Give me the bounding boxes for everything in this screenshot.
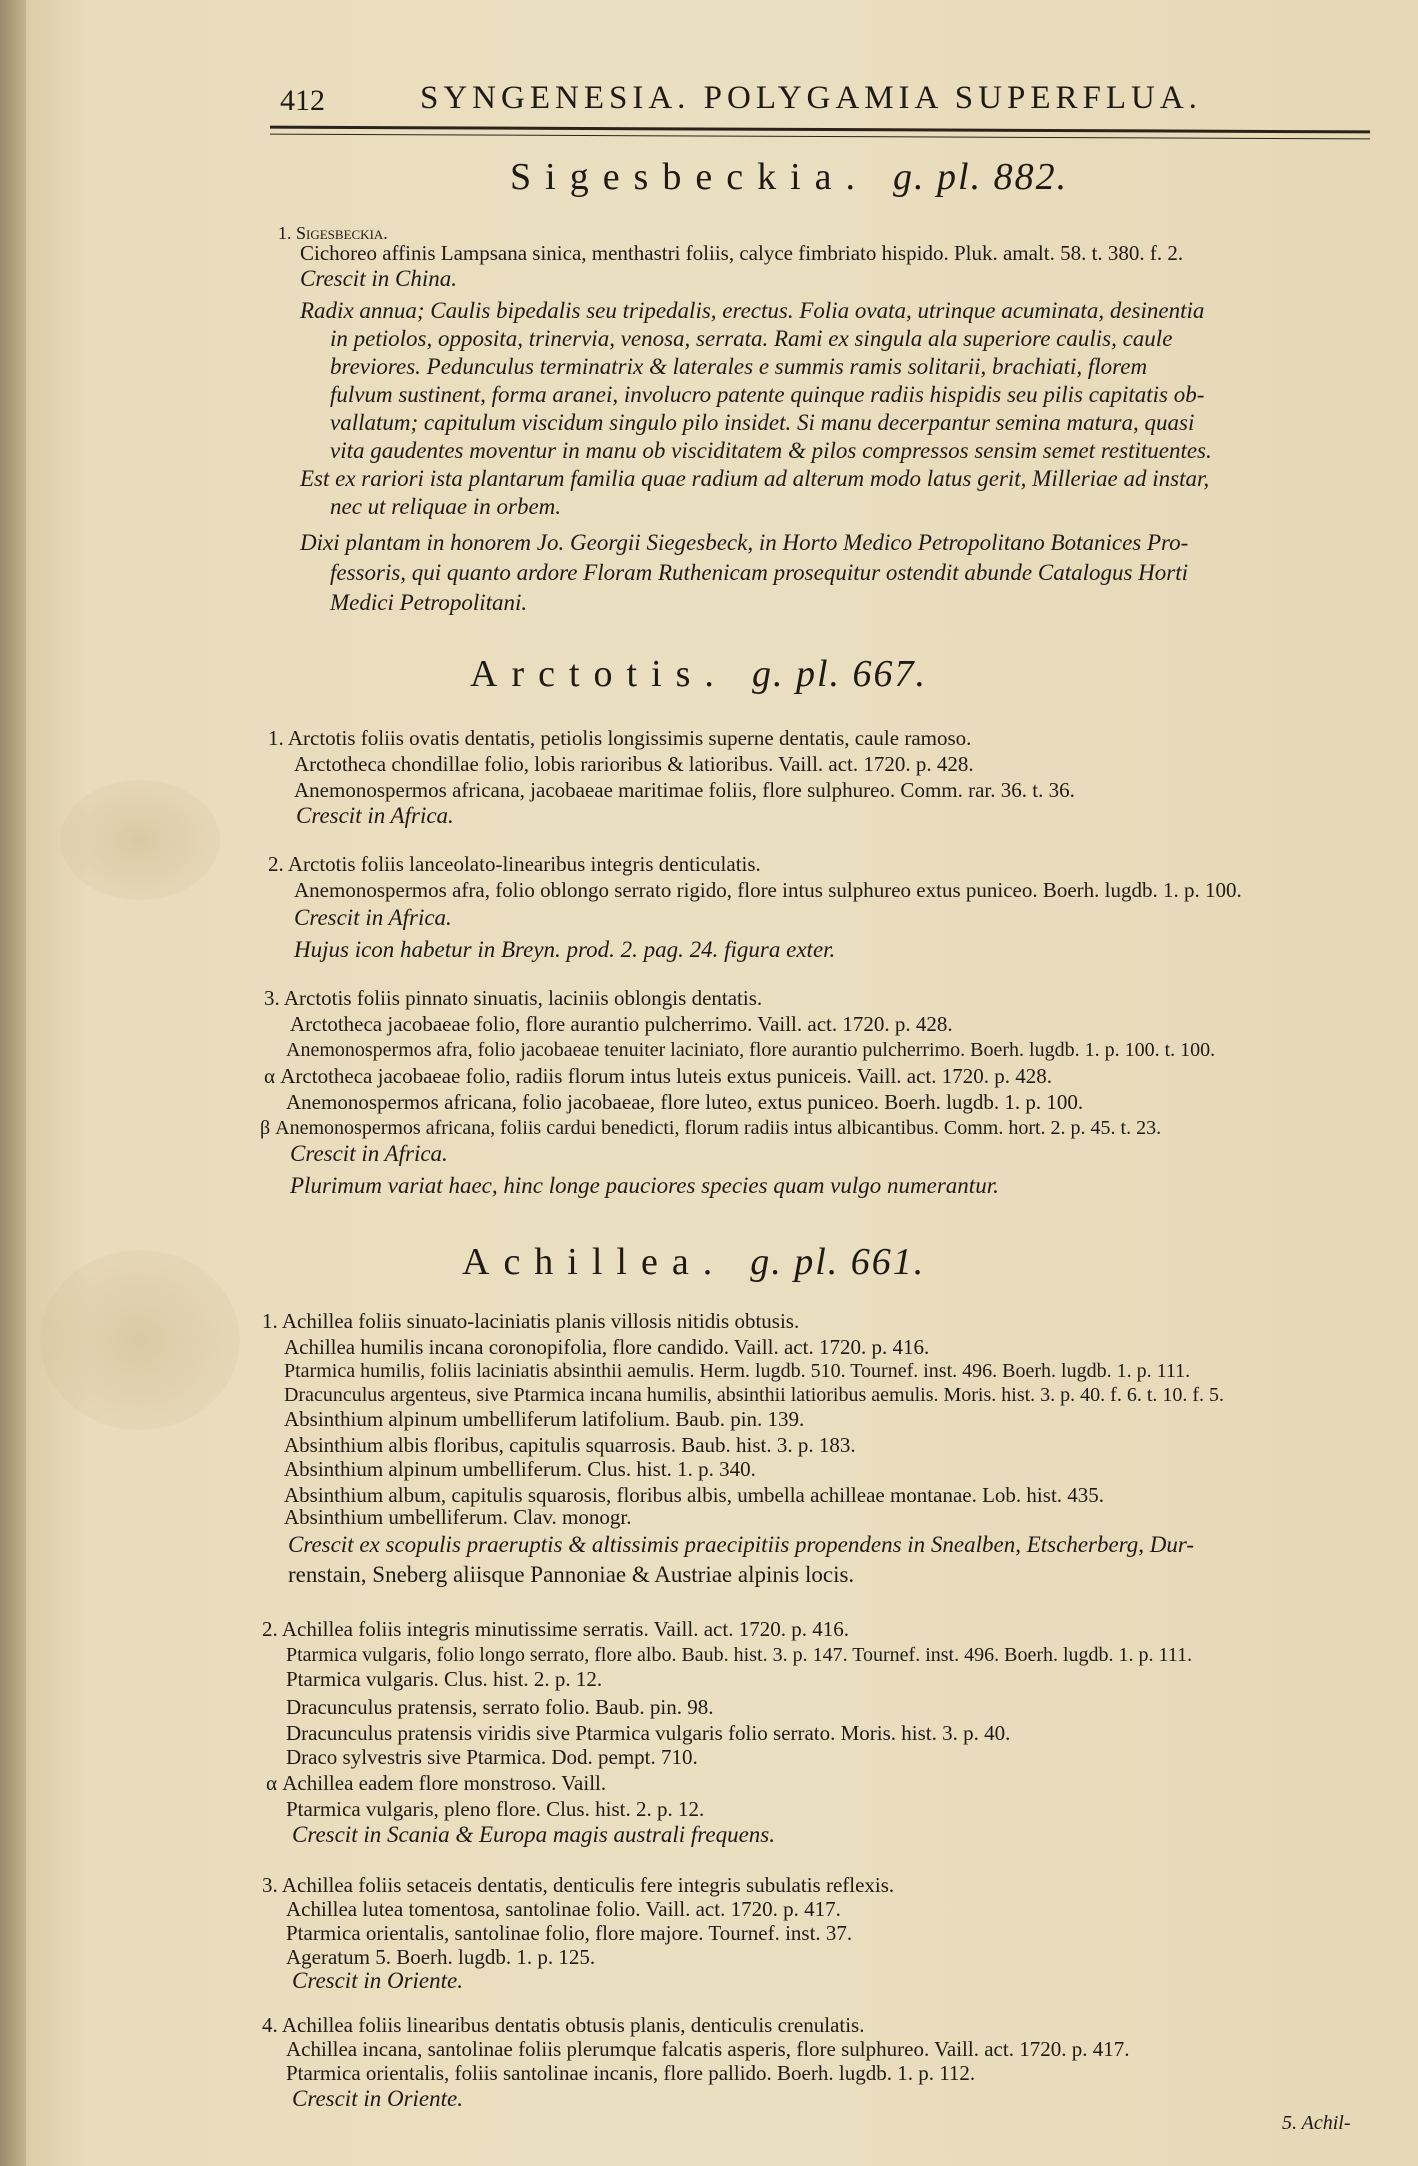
- catchword: 5. Achil-: [1282, 2112, 1351, 2134]
- entry-line: Ptarmica vulgaris, folio longo serrato, flore albo. Baub. hist. 3. p. 147. Tournef. inst. 496. Boerh. lugdb. 1. p. 111.: [286, 1644, 1193, 1666]
- entry-line: Crescit in Scania & Europa magis australi frequens.: [292, 1822, 775, 1847]
- entry-line: nec ut reliquae in orbem.: [330, 494, 562, 519]
- paper-stain: [40, 1250, 240, 1430]
- entry-line: α Arctotheca jacobaeae folio, radiis florum intus luteis extus puniceis. Vaill. act. 1720. p. 428.: [264, 1064, 1053, 1088]
- entry-line: Anemonospermos africana, jacobaeae maritimae foliis, flore sulphureo. Comm. rar. 36. t. 36.: [294, 778, 1075, 802]
- genus-heading: [462, 1240, 925, 1284]
- entry-line: breviores. Pedunculus terminatrix & laterales e summis ramis solitarii, brachiati, florem: [330, 354, 1148, 379]
- genus-title: Arctotis.: [470, 653, 728, 695]
- entry-line: 3. Achillea foliis setaceis dentatis, denticulis fere integris subulatis reflexis.: [262, 1873, 895, 1897]
- entry-line: Draco sylvestris sive Ptarmica. Dod. pempt. 710.: [286, 1745, 698, 1769]
- genus-title: Sigesbeckia.: [510, 156, 870, 198]
- entry-line: Ptarmica vulgaris. Clus. hist. 2. p. 12.: [286, 1667, 603, 1691]
- entry-line: 4. Achillea foliis linearibus dentatis obtusis planis, denticulis crenulatis.: [262, 2013, 865, 2037]
- entry-line: Plurimum variat haec, hinc longe pauciores species quam vulgo numerantur.: [290, 1173, 999, 1198]
- entry-line: β Anemonospermos africana, foliis cardui benedicti, florum radiis intus albicantibus. Comm. hort. 2. p. 45. t. 23.: [260, 1117, 1162, 1139]
- genus-heading: [470, 652, 927, 696]
- entry-line: Arctotheca chondillae folio, lobis rarioribus & latioribus. Vaill. act. 1720. p. 428.: [294, 752, 974, 776]
- entry-line: Crescit ex scopulis praeruptis & altissimis praecipitiis propendens in Snealben, Etscherberg, Dur-: [288, 1532, 1195, 1557]
- entry-line: Achillea lutea tomentosa, santolinae folio. Vaill. act. 1720. p. 417.: [286, 1897, 841, 1921]
- entry-line: Medici Petropolitani.: [330, 590, 528, 615]
- entry-line: 3. Arctotis foliis pinnato sinuatis, laciniis oblongis dentatis.: [264, 986, 763, 1010]
- entry-line: 2. Achillea foliis integris minutissime serratis. Vaill. act. 1720. p. 416.: [262, 1617, 849, 1641]
- entry-line: Anemonospermos afra, folio oblongo serrato rigido, flore intus sulphureo extus puniceo. Boerh. lugdb. 1. p. 100.: [294, 878, 1242, 902]
- entry-line: α Achillea eadem flore monstroso. Vaill.: [266, 1771, 607, 1795]
- genus-title: Achillea.: [462, 1241, 727, 1283]
- entry-line: Absinthium album, capitulis squarosis, floribus albis, umbella achilleae montanae. Lob. hist. 435.: [284, 1483, 1105, 1507]
- page-number: 412: [280, 84, 325, 117]
- entry-line: Ptarmica humilis, foliis laciniatis absinthii aemulis. Herm. lugdb. 510. Tournef. inst. 496. Boerh. lugdb. 1. p. 111.: [284, 1360, 1191, 1382]
- entry-line: fessoris, qui quanto ardore Floram Ruthenicam prosequitur ostendit abunde Catalogus Horti: [330, 560, 1189, 585]
- entry-line: Crescit in Africa.: [296, 803, 454, 828]
- entry-line: 1. Achillea foliis sinuato-laciniatis planis villosis nitidis obtusis.: [262, 1309, 800, 1333]
- entry-line: Anemonospermos africana, folio jacobaeae, flore luteo, extus puniceo. Boerh. lugdb. 1. p. 100.: [286, 1090, 1084, 1114]
- header-rule-thin: [270, 134, 1370, 140]
- genus-ref: g. pl. 661.: [750, 1241, 926, 1283]
- entry-line: Dracunculus pratensis viridis sive Ptarmica vulgaris folio serrato. Moris. hist. 3. p. 40.: [286, 1721, 1011, 1745]
- genus-heading: [510, 155, 1068, 199]
- entry-line: Dixi plantam in honorem Jo. Georgii Siegesbeck, in Horto Medico Petropolitano Botanices Pro-: [300, 530, 1189, 555]
- entry-line: in petiolos, opposita, trinervia, venosa, serrata. Rami ex singula ala superiore caulis, caule: [330, 326, 1173, 351]
- page-header: [270, 70, 1380, 130]
- entry-line: vita gaudentes moventur in manu ob visciditatem & pilos compressos sensim semet restituentes.: [330, 438, 1212, 463]
- entry-line: Crescit in Africa.: [290, 1141, 448, 1166]
- entry-line: Achillea humilis incana coronopifolia, flore candido. Vaill. act. 1720. p. 416.: [284, 1335, 930, 1359]
- entry-line: 1. Arctotis foliis ovatis dentatis, petiolis longissimis superne dentatis, caule ramoso.: [268, 726, 972, 750]
- entry-line: Absinthium alpinum umbelliferum latifolium. Baub. pin. 139.: [284, 1407, 805, 1431]
- entry-line: Hujus icon habetur in Breyn. prod. 2. pag. 24. figura exter.: [294, 937, 836, 962]
- entry-line: renstain, Sneberg aliisque Pannoniae & Austriae alpinis locis.: [288, 1562, 855, 1587]
- entry-line: Absinthium albis floribus, capitulis squarrosis. Baub. hist. 3. p. 183.: [284, 1433, 856, 1457]
- genus-ref: g. pl. 882.: [893, 156, 1069, 198]
- entry-line: Crescit in Africa.: [294, 905, 452, 930]
- entry-line: 1. Sigesbeckia.: [278, 223, 388, 243]
- running-title: SYNGENESIA. POLYGAMIA SUPERFLUA.: [420, 80, 1202, 116]
- entry-line: Anemonospermos afra, folio jacobaeae tenuiter laciniato, flore aurantio pulcherrimo. Boerh. lugdb. 1. p. 100. t. 100.: [286, 1039, 1216, 1061]
- entry-line: Cichoreo affinis Lampsana sinica, menthastri foliis, calyce fimbriato hispido. Pluk. amalt. 58. t. 380. f. 2.: [300, 241, 1184, 265]
- entry-line: Dracunculus argenteus, sive Ptarmica incana humilis, absinthii latioribus aemulis. Moris. hist. 3. p. 40. f. 6. t. 10. f. 5.: [284, 1384, 1225, 1406]
- entry-line: Ptarmica orientalis, santolinae folio, flore majore. Tournef. inst. 37.: [286, 1921, 853, 1945]
- entry-line: Est ex rariori ista plantarum familia quae radium ad alterum modo latus gerit, Milleriae ad instar,: [300, 466, 1210, 491]
- entry-line: Ptarmica orientalis, foliis santolinae incanis, flore pallido. Boerh. lugdb. 1. p. 112.: [286, 2061, 976, 2085]
- page-gutter: [0, 0, 26, 2166]
- entry-line: Crescit in Oriente.: [292, 2086, 463, 2111]
- entry-line: Crescit in China.: [300, 266, 457, 291]
- entry-line: Arctotheca jacobaeae folio, flore aurantio pulcherrimo. Vaill. act. 1720. p. 428.: [290, 1012, 953, 1036]
- header-rule: [270, 126, 1370, 134]
- entry-line: Dracunculus pratensis, serrato folio. Baub. pin. 98.: [286, 1695, 714, 1719]
- entry-line: Absinthium alpinum umbelliferum. Clus. hist. 1. p. 340.: [284, 1457, 756, 1481]
- entry-line: Radix annua; Caulis bipedalis seu tripedalis, erectus. Folia ovata, utrinque acuminata, desinentia: [300, 298, 1205, 323]
- entry-line: Absinthium umbelliferum. Clav. monogr.: [284, 1505, 632, 1529]
- entry-line: Crescit in Oriente.: [292, 1968, 463, 1993]
- entry-line: Achillea incana, santolinae foliis plerumque falcatis asperis, flore sulphureo. Vaill. act. 1720. p. 417.: [286, 2037, 1130, 2061]
- paper-stain: [60, 780, 220, 900]
- entry-line: Ageratum 5. Boerh. lugdb. 1. p. 125.: [286, 1945, 596, 1969]
- entry-line: fulvum sustinent, forma aranei, involucro patente quinque radiis hispidis seu pilis capitatis ob-: [330, 382, 1205, 407]
- entry-line: 2. Arctotis foliis lanceolato-linearibus integris denticulatis.: [268, 852, 761, 876]
- genus-ref: g. pl. 667.: [751, 653, 927, 695]
- entry-line: Ptarmica vulgaris, pleno flore. Clus. hist. 2. p. 12.: [286, 1797, 705, 1821]
- entry-line: vallatum; capitulum viscidum singulo pilo insidet. Si manu decerpantur semina matura, quasi: [330, 410, 1195, 435]
